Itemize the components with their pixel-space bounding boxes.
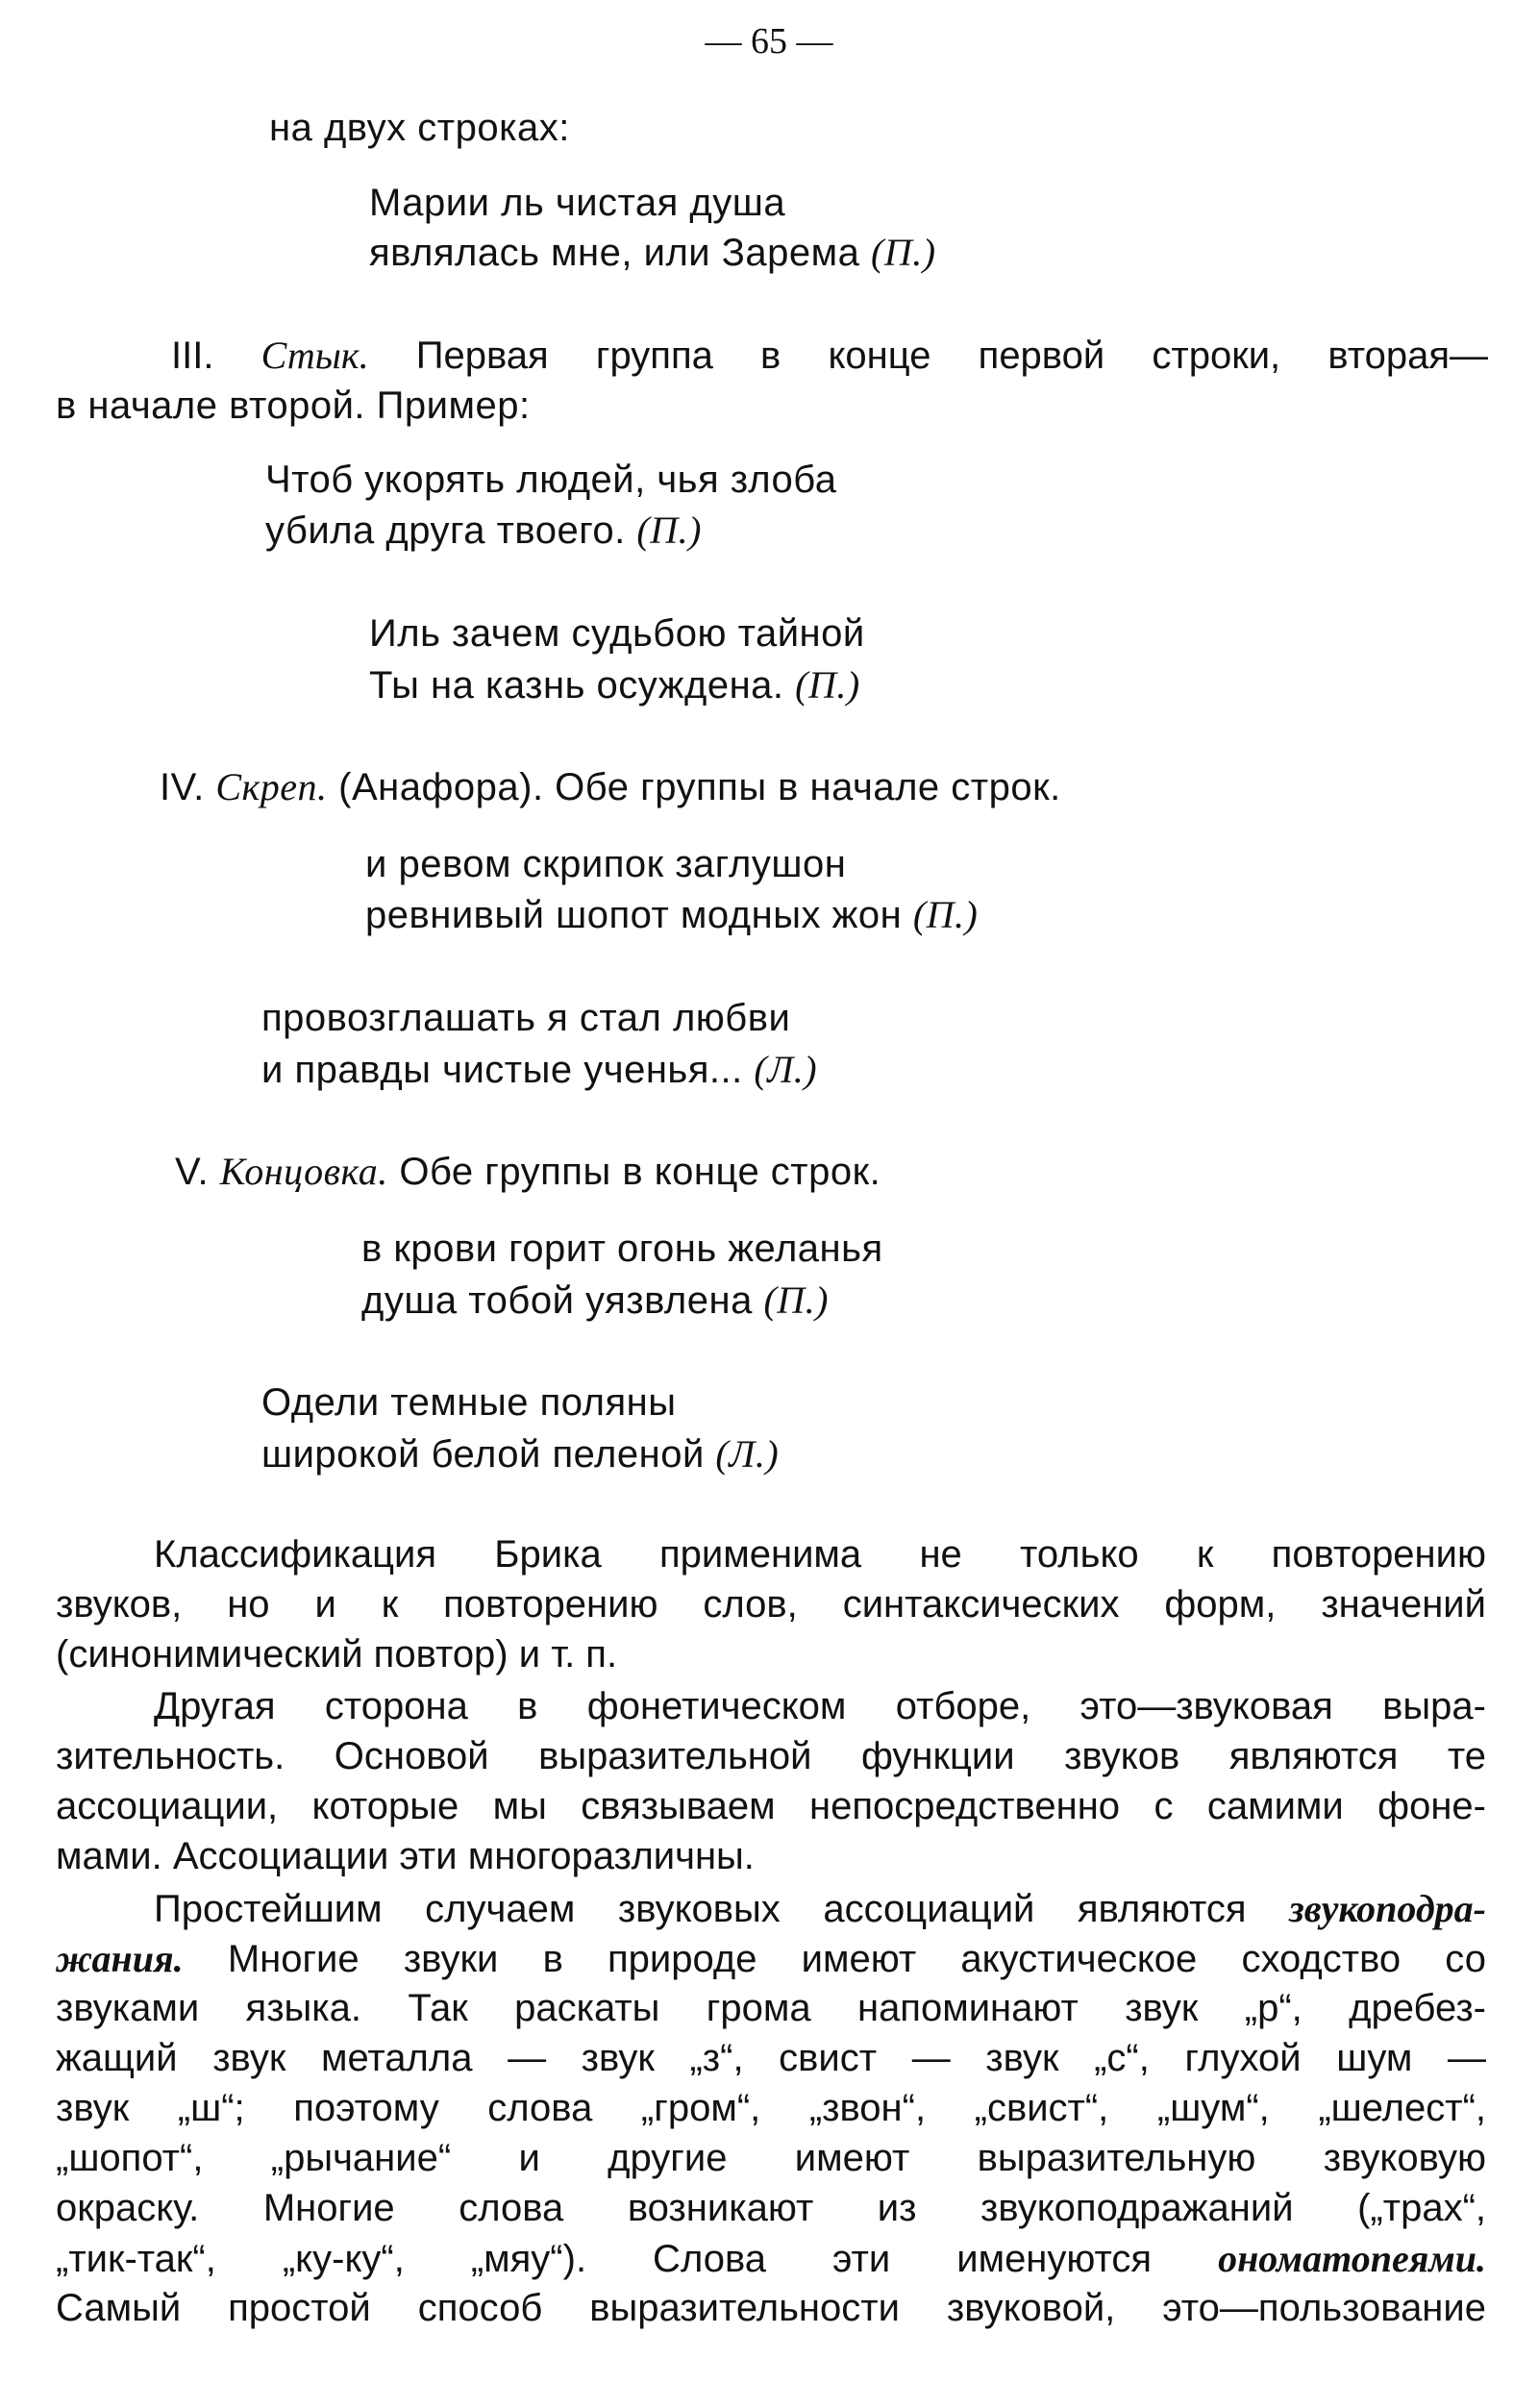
paragraph-line: ассоциации, которые мы связываем непосредственно с самими фоне- [56, 1785, 1486, 1827]
paragraph-line: жащий звук металла — звук „з“, свист — звук „с“, глухой шум — [56, 2037, 1486, 2079]
verse-text: являлась мне, или Зарема [369, 232, 860, 274]
section-text: Обе группы в конце строк. [399, 1151, 881, 1193]
verse-source: (Л.) [715, 1432, 780, 1476]
verse-line: Чтоб укорять людей, чья злоба [265, 459, 837, 501]
verse-line [261, 1430, 779, 1478]
verse-line [261, 1046, 817, 1094]
paragraph-line: мами. Ассоциации эти многоразличны. [56, 1835, 755, 1877]
verse-source: (П.) [871, 231, 936, 274]
verse-text: и правды чистые ученья... [261, 1049, 743, 1091]
section-term: Стык. [260, 334, 369, 377]
verse-text: ревнивый шопот модных жон [365, 894, 903, 936]
term-emphasis: жания. [56, 1937, 184, 1980]
verse-line: провозглашать я стал любви [261, 997, 791, 1039]
intro-line: на двух строках: [269, 107, 570, 149]
section-number: V. [175, 1151, 210, 1193]
paragraph-line: звук „ш“; поэтому слова „гром“, „звон“, „свист“, „шум“, „шелест“, [56, 2087, 1486, 2129]
section-iii-heading [171, 331, 1488, 382]
paragraph-line: Самый простой способ выразительности звуковой, это—пользование [56, 2287, 1486, 2329]
verse-line [369, 661, 860, 709]
verse-line: Одели темные поляны [261, 1381, 677, 1424]
term-emphasis: звукоподра- [1289, 1887, 1486, 1930]
verse-text: Ты на казнь осуждена. [369, 664, 784, 707]
section-term: Концовка. [219, 1150, 388, 1193]
section-number: III. [171, 335, 214, 377]
paragraph-line [56, 2234, 1486, 2285]
verse-line: Марии ль чистая душа [369, 182, 786, 224]
paragraph-line: зительность. Основой выразительной функции звуков являются те [56, 1735, 1486, 1777]
paragraph-line: Другая сторона в фонетическом отборе, это—звуковая выра- [154, 1685, 1486, 1727]
verse-source: (П.) [795, 663, 860, 707]
section-number: IV. [160, 766, 205, 808]
verse-text: широкой белой пеленой [261, 1433, 705, 1476]
paragraph-text: „тик-так“, „ку-ку“, „мяу“). Слова эти именуются [56, 2238, 1153, 2280]
verse-line: и ревом скрипок заглушон [365, 843, 847, 885]
section-iv-heading [160, 763, 1061, 811]
section-iii-line2: в начале второй. Пример: [56, 385, 531, 427]
paragraph-line: звуков, но и к повторению слов, синтаксических форм, значений [56, 1583, 1486, 1626]
verse-line: в крови горит огонь желанья [361, 1228, 883, 1270]
paragraph-line [154, 1884, 1486, 1935]
verse-line [365, 891, 978, 939]
paragraph-line [56, 1934, 1486, 1985]
paragraph-line: (синонимический повтор) и т. п. [56, 1633, 618, 1676]
verse-text: душа тобой уязвлена [361, 1279, 753, 1322]
verse-source: (П.) [763, 1278, 829, 1322]
verse-source: (Л.) [754, 1048, 818, 1091]
paragraph-text: Простейшим случаем звуковых ассоциаций являются [154, 1888, 1247, 1930]
section-text: (Анафора). Обе группы в начале строк. [338, 766, 1061, 808]
verse-line: Иль зачем судьбою тайной [369, 612, 865, 655]
section-text: Первая группа в конце первой строки, вторая— [415, 335, 1488, 377]
paragraph-text: Многие звуки в природе имеют акустическое сходство со [227, 1938, 1486, 1980]
paragraph-line: Классификация Брика применима не только к повторению [154, 1533, 1486, 1576]
verse-line [369, 229, 936, 277]
paragraph-line: окраску. Многие слова возникают из звукоподражаний („трах“, [56, 2187, 1486, 2229]
section-v-heading [175, 1148, 881, 1196]
verse-line [265, 507, 702, 555]
section-term: Скреп. [215, 765, 328, 808]
paragraph-line: „шопот“, „рычание“ и другие имеют выразительную звуковую [56, 2137, 1486, 2179]
verse-line [361, 1277, 829, 1325]
page-number: — 65 — [705, 21, 833, 62]
term-emphasis: ономатопеями. [1218, 2237, 1486, 2280]
verse-source: (П.) [912, 893, 979, 936]
paragraph-line: звуками языка. Так раскаты грома напоминают звук „р“, дребез- [56, 1987, 1486, 2029]
verse-text: убила друга твоего. [265, 509, 626, 552]
verse-source: (П.) [636, 509, 702, 552]
